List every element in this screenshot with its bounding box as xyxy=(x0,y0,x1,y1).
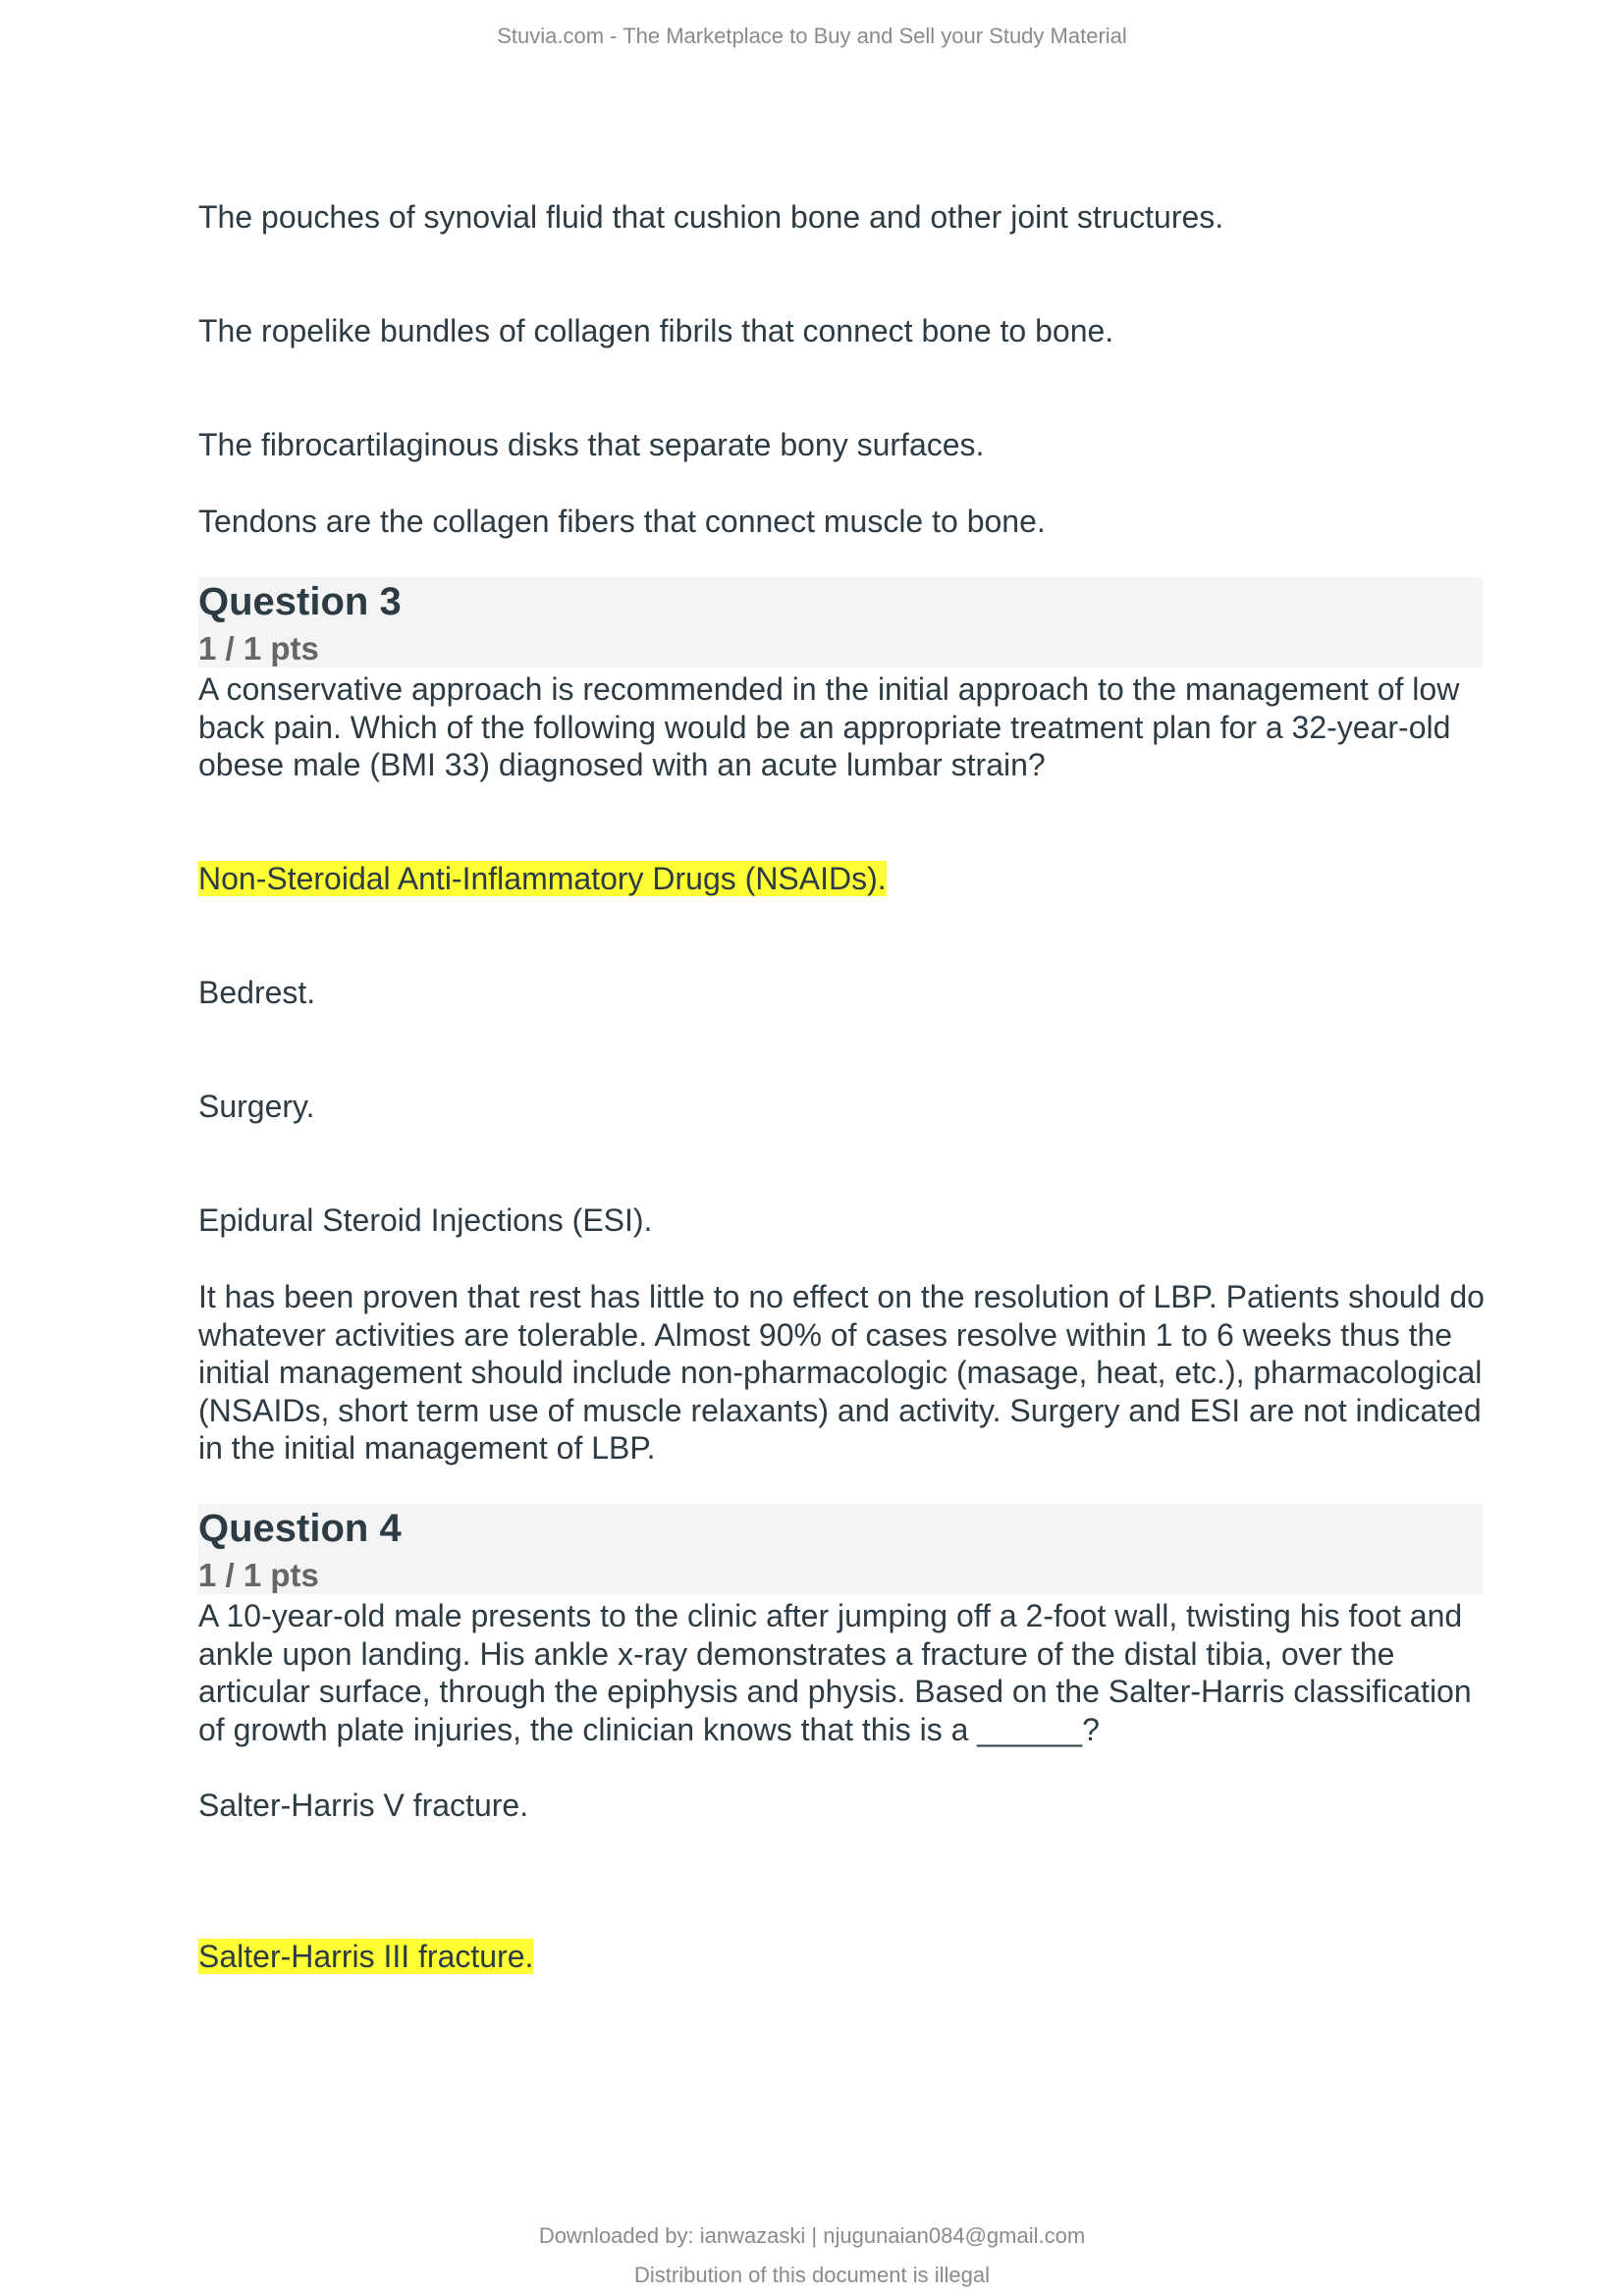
q3-title: Question 3 xyxy=(198,580,402,623)
q4-points: 1 / 1 pts xyxy=(198,1557,319,1593)
q4-correct-option xyxy=(198,1938,533,1975)
q4-title: Question 4 xyxy=(198,1507,402,1550)
q2-option-1: The pouches of synovial fluid that cushion bone and other joint structures. xyxy=(198,199,1224,235)
q4-correct-option-text: Salter-Harris III fracture. xyxy=(198,1939,534,1974)
watermark-header: Stuvia.com - The Marketplace to Buy and Sell your Study Material xyxy=(497,24,1127,48)
q3-correct-option xyxy=(198,860,887,897)
q2-option-3: The fibrocartilaginous disks that separate bony surfaces. xyxy=(198,427,985,462)
footer-downloaded-by: Downloaded by: ianwazaski | njugunaian084@gmail.com xyxy=(538,2223,1086,2248)
q3-option-esi: Epidural Steroid Injections (ESI). xyxy=(198,1202,653,1238)
q4-prompt: A 10-year-old male presents to the clinic after jumping off a 2-foot wall, twisting his foot and ankle upon landing. His ankle x-ray demonstrates a fracture of the distal tibia, over the articular surface, through the epiphysis and physis. Based on the Salter-Harris classification of growth plate injuries, the clinician knows that this is a ______? xyxy=(198,1598,1472,1747)
q3-explanation: It has been proven that rest has little to no effect on the resolution of LBP. Patients should do whatever activities are tolerable. Almost 90% of cases resolve within 1 to 6 weeks thus the initial management should include non-pharmacologic (masage, heat, etc.), pharmacological (NSAIDs, short term use of muscle relaxants) and activity. Surgery and ESI are not indicated in the initial management of LBP. xyxy=(198,1279,1485,1466)
q3-option-bedrest: Bedrest. xyxy=(198,975,316,1010)
q3-points: 1 / 1 pts xyxy=(198,630,319,667)
q3-prompt: A conservative approach is recommended in the initial approach to the management of low back pain. Which of the following would be an appropriate treatment plan for a 32-year-old obese male (BMI 33) diagnosed with an acute lumbar strain? xyxy=(198,671,1460,782)
q2-option-2: The ropelike bundles of collagen fibrils that connect bone to bone. xyxy=(198,313,1114,348)
q4-option-1: Salter-Harris V fracture. xyxy=(198,1788,529,1823)
q3-correct-option-text: Non-Steroidal Anti-Inflammatory Drugs (NSAIDs). xyxy=(198,861,887,896)
footer-notice: Distribution of this document is illegal xyxy=(634,2263,990,2287)
q3-option-surgery: Surgery. xyxy=(198,1089,315,1124)
q2-explanation: Tendons are the collagen fibers that connect muscle to bone. xyxy=(198,504,1046,539)
